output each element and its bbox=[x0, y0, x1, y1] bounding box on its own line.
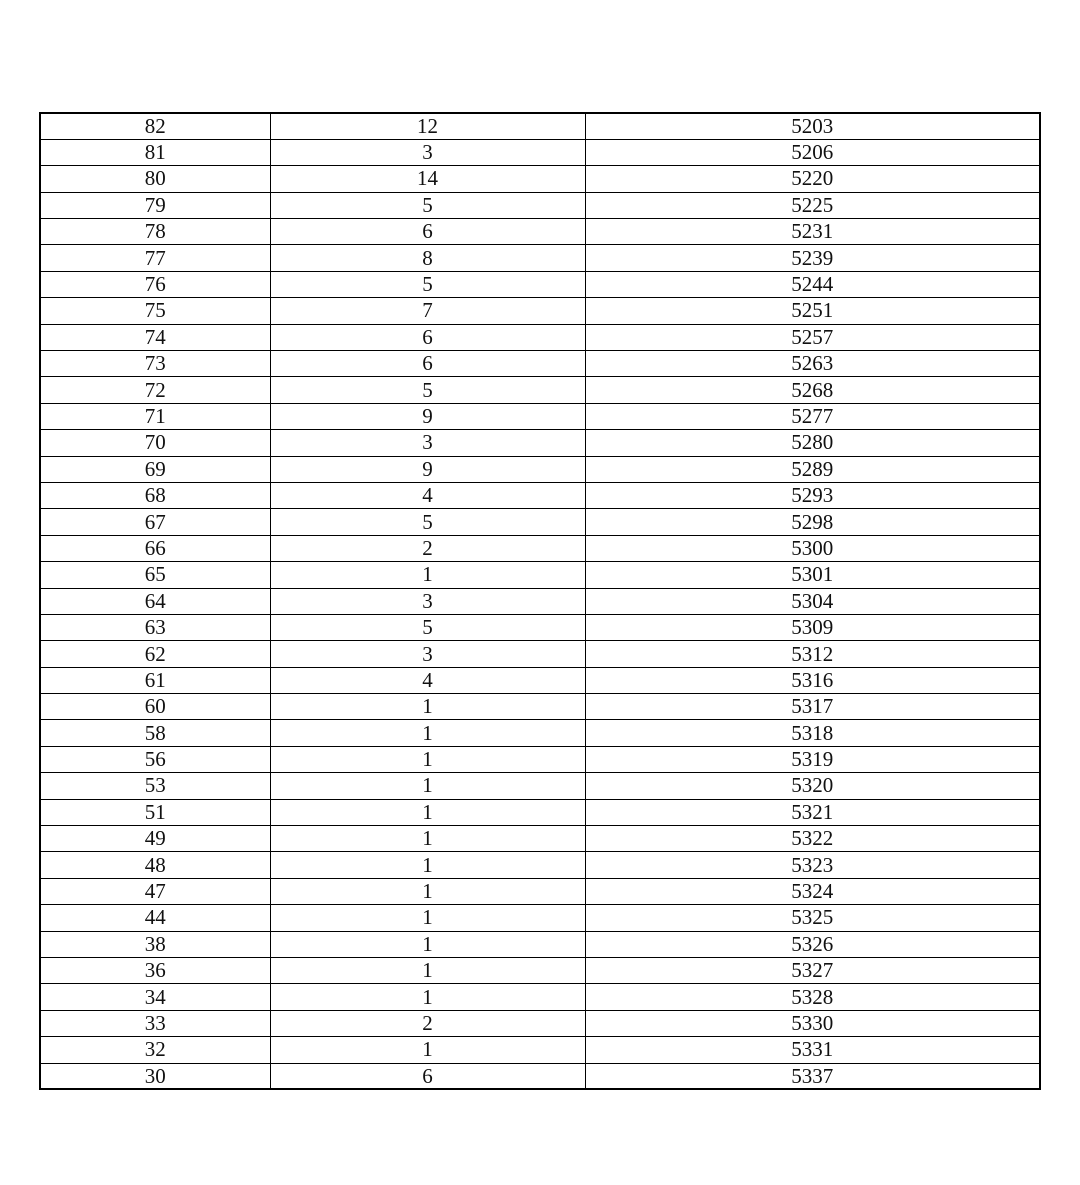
count-cell: 3 bbox=[270, 139, 585, 165]
cumulative-count-cell: 5330 bbox=[585, 1010, 1040, 1036]
score-cell: 67 bbox=[40, 509, 270, 535]
count-cell: 3 bbox=[270, 641, 585, 667]
count-cell: 1 bbox=[270, 931, 585, 957]
count-cell: 2 bbox=[270, 1010, 585, 1036]
score-cell: 36 bbox=[40, 958, 270, 984]
cumulative-count-cell: 5251 bbox=[585, 298, 1040, 324]
score-cell: 34 bbox=[40, 984, 270, 1010]
cumulative-count-cell: 5309 bbox=[585, 614, 1040, 640]
cumulative-count-cell: 5206 bbox=[585, 139, 1040, 165]
score-cell: 61 bbox=[40, 667, 270, 693]
table-row bbox=[40, 958, 1040, 984]
table-row bbox=[40, 1037, 1040, 1063]
count-cell: 4 bbox=[270, 482, 585, 508]
count-cell: 1 bbox=[270, 694, 585, 720]
table-row bbox=[40, 377, 1040, 403]
count-cell: 8 bbox=[270, 245, 585, 271]
table-row bbox=[40, 641, 1040, 667]
score-cell: 49 bbox=[40, 826, 270, 852]
cumulative-count-cell: 5280 bbox=[585, 430, 1040, 456]
cumulative-count-cell: 5317 bbox=[585, 694, 1040, 720]
cumulative-count-cell: 5321 bbox=[585, 799, 1040, 825]
table-row bbox=[40, 430, 1040, 456]
cumulative-count-cell: 5268 bbox=[585, 377, 1040, 403]
score-cell: 64 bbox=[40, 588, 270, 614]
score-cell: 77 bbox=[40, 245, 270, 271]
score-cell: 33 bbox=[40, 1010, 270, 1036]
score-cell: 80 bbox=[40, 166, 270, 192]
count-cell: 1 bbox=[270, 562, 585, 588]
cumulative-count-cell: 5328 bbox=[585, 984, 1040, 1010]
cumulative-count-cell: 5293 bbox=[585, 482, 1040, 508]
count-cell: 6 bbox=[270, 219, 585, 245]
cumulative-count-cell: 5312 bbox=[585, 641, 1040, 667]
score-cell: 76 bbox=[40, 271, 270, 297]
count-cell: 9 bbox=[270, 456, 585, 482]
cumulative-count-cell: 5277 bbox=[585, 403, 1040, 429]
score-cell: 66 bbox=[40, 535, 270, 561]
count-cell: 5 bbox=[270, 509, 585, 535]
table-row bbox=[40, 878, 1040, 904]
score-cell: 82 bbox=[40, 113, 270, 139]
count-cell: 12 bbox=[270, 113, 585, 139]
score-cell: 69 bbox=[40, 456, 270, 482]
cumulative-count-cell: 5323 bbox=[585, 852, 1040, 878]
table-row bbox=[40, 773, 1040, 799]
cumulative-count-cell: 5239 bbox=[585, 245, 1040, 271]
count-cell: 1 bbox=[270, 852, 585, 878]
cumulative-count-cell: 5289 bbox=[585, 456, 1040, 482]
table-row bbox=[40, 535, 1040, 561]
count-cell: 1 bbox=[270, 905, 585, 931]
table-row bbox=[40, 271, 1040, 297]
table-row bbox=[40, 113, 1040, 139]
document-page bbox=[39, 112, 1039, 1090]
table-row bbox=[40, 852, 1040, 878]
cumulative-count-cell: 5324 bbox=[585, 878, 1040, 904]
cumulative-count-cell: 5231 bbox=[585, 219, 1040, 245]
table-row bbox=[40, 667, 1040, 693]
cumulative-count-cell: 5220 bbox=[585, 166, 1040, 192]
score-distribution-table bbox=[39, 112, 1041, 1090]
cumulative-count-cell: 5203 bbox=[585, 113, 1040, 139]
table-row bbox=[40, 694, 1040, 720]
score-cell: 58 bbox=[40, 720, 270, 746]
cumulative-count-cell: 5337 bbox=[585, 1063, 1040, 1089]
score-cell: 75 bbox=[40, 298, 270, 324]
count-cell: 5 bbox=[270, 614, 585, 640]
table-row bbox=[40, 1063, 1040, 1089]
table-row bbox=[40, 245, 1040, 271]
table-row bbox=[40, 482, 1040, 508]
count-cell: 6 bbox=[270, 324, 585, 350]
cumulative-count-cell: 5316 bbox=[585, 667, 1040, 693]
score-cell: 51 bbox=[40, 799, 270, 825]
table-row bbox=[40, 826, 1040, 852]
cumulative-count-cell: 5325 bbox=[585, 905, 1040, 931]
score-cell: 60 bbox=[40, 694, 270, 720]
count-cell: 2 bbox=[270, 535, 585, 561]
table-row bbox=[40, 219, 1040, 245]
score-cell: 44 bbox=[40, 905, 270, 931]
score-cell: 47 bbox=[40, 878, 270, 904]
score-cell: 74 bbox=[40, 324, 270, 350]
cumulative-count-cell: 5304 bbox=[585, 588, 1040, 614]
score-cell: 63 bbox=[40, 614, 270, 640]
table-row bbox=[40, 588, 1040, 614]
table-row bbox=[40, 905, 1040, 931]
count-cell: 6 bbox=[270, 1063, 585, 1089]
table-row bbox=[40, 192, 1040, 218]
cumulative-count-cell: 5225 bbox=[585, 192, 1040, 218]
table-row bbox=[40, 403, 1040, 429]
score-cell: 79 bbox=[40, 192, 270, 218]
cumulative-count-cell: 5263 bbox=[585, 351, 1040, 377]
score-cell: 71 bbox=[40, 403, 270, 429]
count-cell: 1 bbox=[270, 958, 585, 984]
table-row bbox=[40, 351, 1040, 377]
table-row bbox=[40, 1010, 1040, 1036]
count-cell: 1 bbox=[270, 746, 585, 772]
table-row bbox=[40, 931, 1040, 957]
score-cell: 30 bbox=[40, 1063, 270, 1089]
table-row bbox=[40, 562, 1040, 588]
score-cell: 32 bbox=[40, 1037, 270, 1063]
table-row bbox=[40, 984, 1040, 1010]
cumulative-count-cell: 5244 bbox=[585, 271, 1040, 297]
count-cell: 6 bbox=[270, 351, 585, 377]
cumulative-count-cell: 5318 bbox=[585, 720, 1040, 746]
count-cell: 1 bbox=[270, 1037, 585, 1063]
score-cell: 48 bbox=[40, 852, 270, 878]
cumulative-count-cell: 5257 bbox=[585, 324, 1040, 350]
table-row bbox=[40, 139, 1040, 165]
score-cell: 56 bbox=[40, 746, 270, 772]
cumulative-count-cell: 5301 bbox=[585, 562, 1040, 588]
count-cell: 3 bbox=[270, 430, 585, 456]
table-row bbox=[40, 746, 1040, 772]
score-cell: 68 bbox=[40, 482, 270, 508]
table-row bbox=[40, 720, 1040, 746]
count-cell: 4 bbox=[270, 667, 585, 693]
cumulative-count-cell: 5327 bbox=[585, 958, 1040, 984]
count-cell: 1 bbox=[270, 720, 585, 746]
cumulative-count-cell: 5300 bbox=[585, 535, 1040, 561]
count-cell: 1 bbox=[270, 878, 585, 904]
table-body bbox=[40, 113, 1040, 1089]
score-cell: 62 bbox=[40, 641, 270, 667]
count-cell: 7 bbox=[270, 298, 585, 324]
cumulative-count-cell: 5326 bbox=[585, 931, 1040, 957]
count-cell: 1 bbox=[270, 773, 585, 799]
count-cell: 9 bbox=[270, 403, 585, 429]
count-cell: 1 bbox=[270, 826, 585, 852]
score-cell: 38 bbox=[40, 931, 270, 957]
count-cell: 14 bbox=[270, 166, 585, 192]
score-cell: 72 bbox=[40, 377, 270, 403]
cumulative-count-cell: 5320 bbox=[585, 773, 1040, 799]
count-cell: 5 bbox=[270, 192, 585, 218]
table-row bbox=[40, 509, 1040, 535]
score-cell: 65 bbox=[40, 562, 270, 588]
score-cell: 73 bbox=[40, 351, 270, 377]
score-cell: 53 bbox=[40, 773, 270, 799]
cumulative-count-cell: 5322 bbox=[585, 826, 1040, 852]
table-row bbox=[40, 298, 1040, 324]
count-cell: 5 bbox=[270, 377, 585, 403]
table-row bbox=[40, 456, 1040, 482]
cumulative-count-cell: 5319 bbox=[585, 746, 1040, 772]
score-cell: 81 bbox=[40, 139, 270, 165]
score-cell: 78 bbox=[40, 219, 270, 245]
score-cell: 70 bbox=[40, 430, 270, 456]
cumulative-count-cell: 5298 bbox=[585, 509, 1040, 535]
table-row bbox=[40, 799, 1040, 825]
table-row bbox=[40, 166, 1040, 192]
count-cell: 1 bbox=[270, 799, 585, 825]
table-row bbox=[40, 324, 1040, 350]
table-row bbox=[40, 614, 1040, 640]
count-cell: 1 bbox=[270, 984, 585, 1010]
count-cell: 3 bbox=[270, 588, 585, 614]
count-cell: 5 bbox=[270, 271, 585, 297]
cumulative-count-cell: 5331 bbox=[585, 1037, 1040, 1063]
